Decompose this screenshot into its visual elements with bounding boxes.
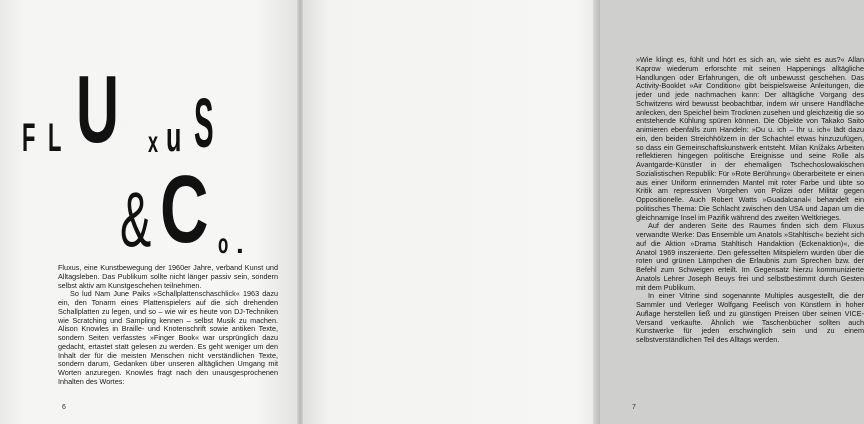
title-letter: x xyxy=(148,126,158,159)
title-letter: S xyxy=(194,84,214,162)
title-letter: o xyxy=(218,228,229,259)
title-line-co xyxy=(18,156,288,263)
paragraph: »Wie klingt es, fühlt und hört es sich an, wie sieht es aus?« Allan Kaprow wiederum erforschte mit seinen Happenings alltägliche Handlungen oder Erfahrungen, die oft unbewusst geschehen. Das Activity-Booklet »Air Condition« gibt beispielsweise Anleitungen, die jeder und jede nachmachen kann: Der alltägliche Vorgang des Schwitzens wird bewusst beobachtbar, indem wir unsere Handfläche anlecken, den Speichel beim Trocknen zusehen und gleichzeitig die so entstehende Kühlung spüren können. Die Objekte von Takako Saito animieren ebenfalls zum Handeln: »Du u. ich – Ihr u. ich« lädt dazu ein, den beiden Streichhölzern in der Schachtel etwas hinzuzufügen, so dass ein Gemeinschaftskunstwerk entsteht. Milan Knížaks Arbeiten reflektieren hingegen politische Ereignisse und seine Rolle als Avantgarde-Künstler in der ehemaligen Tschechoslowakischen Sozialistischen Republik: Für »Rote Berührung« überarbeitete er einen aus einer Uniform erinnernden Mantel mit roter Farbe und übte so Kritik am repressiven Vorgehen von Polizei oder Militär gegen Oppositionelle. Auch Robert Watts »Guadalcanal« behandelt ein politisches Thema: Die Schlacht zwischen den USA und Japan um die gleichnamige Insel im Pazifik während des zweiten Weltkrieges. xyxy=(636,55,864,222)
right-body-text xyxy=(636,56,864,345)
title-letter: & xyxy=(120,175,152,263)
title-letter: L xyxy=(48,116,61,160)
title-letter: F xyxy=(22,116,35,160)
page-number-left: 6 xyxy=(62,404,66,411)
paragraph: So lud Nam June Paiks »Schallplattenschaschlick« 1963 dazu ein, den Tonarm eines Plattenspielers auf die sich drehenden Schallplatten zu legen, und so – wie wir es heute von DJ-Techniken wie Scratching und Sampling kennen – selbst Musik zu machen. Alison Knowles in Braille- und Knotenschrift sowie antiken Texte, sondern Seiten verfasstes »Finger Book« war ursprünglich dazu gedacht, ertastet statt gelesen zu werden. Es geht weniger um den Inhalt der für die meisten Menschen nicht verständlichen Texte, sondern darum, Gedanken über unseren alltäglichen Umgang mit Worten anzuregen. Knowles fragt nach den unausgesprochenen Inhalten des Wortes: xyxy=(58,289,278,386)
left-body-text xyxy=(58,264,278,387)
paragraph: Auf der anderen Seite des Raumes finden sich dem Fluxus verwandte Werke: Das Ensemble um Anatols »Stahltisch« bezieht sich auf die Aktion »Drama Stahltisch Handaktion (Eckenaktion)«, die Anatol 1969 inszenierte. Den gefesselten Mitspielern wurden über die roten und grünen Lämpchen die Erlaubnis zum Sprechen bzw. der Befehl zum Schweigen erteilt. Im Gegensatz hierzu kommunizierte Anatols Lehrer Joseph Beuys frei und selbstbestimmt durch Gesten mit dem Publikum. xyxy=(636,221,864,292)
title-letter: U xyxy=(76,56,119,163)
book-gutter xyxy=(297,0,303,424)
title-letter: C xyxy=(160,156,209,263)
page-edge xyxy=(593,0,600,424)
title-letter: u xyxy=(166,113,181,160)
left-page xyxy=(0,0,300,424)
right-page xyxy=(300,0,864,424)
page-number-right: 7 xyxy=(632,404,636,411)
title-letter: . xyxy=(236,228,244,259)
paragraph: In einer Vitrine sind sogenannte Multiples ausgestellt, die der Sammler und Verleger Wolfgang Feelisch von Künstlern in hoher Auflage herstellen ließ und zu günstigen Preisen über seinen VICE-Versand verkaufte. Ähnlich wie Taschenbücher sollten auch Kunstwerke für jeden erschwinglich sein und zu einem selbstverständlichen Teil des Alltags werden. xyxy=(636,291,864,344)
fluxus-co-title xyxy=(18,56,288,263)
title-line-fluxus xyxy=(18,56,288,163)
paragraph: Fluxus, eine Kunstbewegung der 1960er Jahre, verband Kunst und Alltagsleben. Das Publikum sollte nicht länger passiv sein, sondern selbst aktiv am Kunstgeschehen teilnehmen. xyxy=(58,263,278,290)
